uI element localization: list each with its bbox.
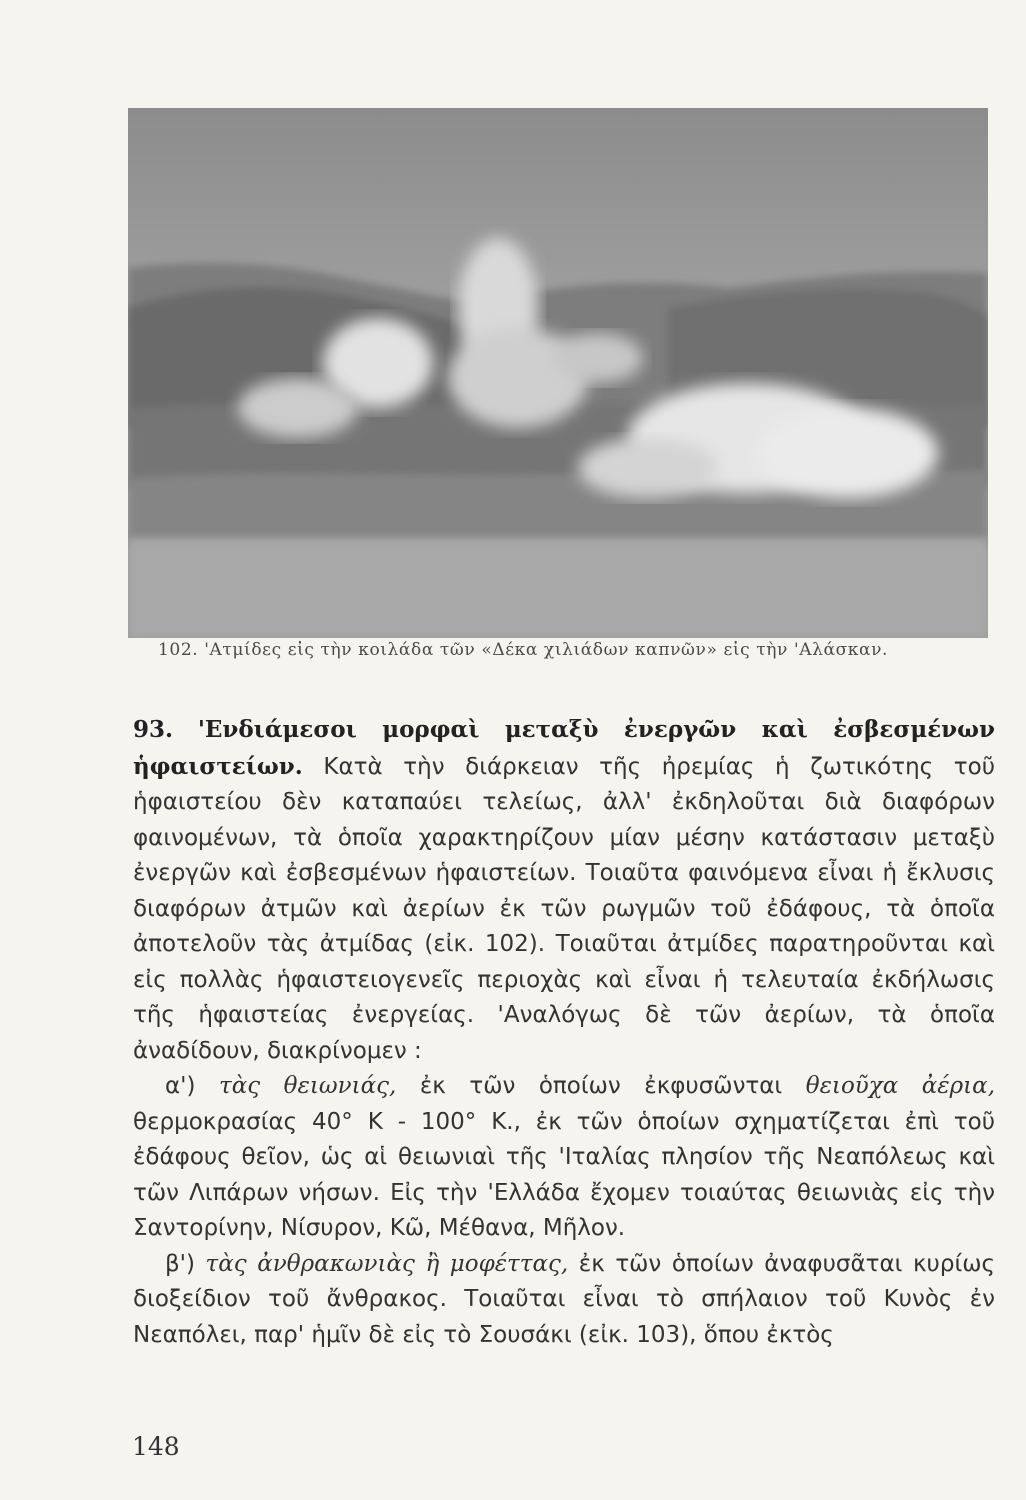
item-term: τὰς θειωνιάς, — [219, 1073, 397, 1099]
page-number: 148 — [132, 1432, 180, 1461]
list-item-a — [133, 1069, 995, 1247]
fumaroles-photograph — [128, 108, 988, 638]
section-title: 'Ενδιάμεσοι μορφαὶ μεταξὺ ἐνεργῶν καὶ ἐσβεσμένων ἡφαιστείων. — [133, 716, 995, 780]
section-intro-text: Κατὰ τὴν διάρκειαν τῆς ἠρεμίας ἡ ζωτικότης τοῦ ἡφαιστείου δὲν καταπαύει τελείως, ἀλλ' ἐκδηλοῦται διὰ διαφόρων φαινομένων, τὰ ὁποῖα χαρακτηρίζουν μίαν μέσην κατάστασιν μεταξὺ ἐνεργῶν καὶ ἐσβεσμένων ἡφαιστείων. Τοιαῦτα φαινόμενα εἶναι ἡ ἔκλυσις διαφόρων ἀτμῶν καὶ ἀερίων ἐκ τῶν ρωγμῶν τοῦ ἐδάφους, τὰ ὁποῖα ἀποτελοῦν τὰς ἀτμίδας (εἰκ. 102). Τοιαῦται ἀτμίδες παρατηροῦνται καὶ εἰς πολλὰς ἡφαιστειογενεῖς περιοχὰς καὶ εἶναι ἡ τελευταία ἐκδήλωσις τῆς ἡφαιστείας ἐνεργείας. 'Αναλόγως δὲ τῶν ἀερίων, τὰ ὁποῖα ἀναδίδουν, διακρίνομεν : — [133, 753, 995, 1064]
section-body — [133, 712, 995, 1353]
item-text: ἐκ τῶν ὁποίων ἐκφυσῶνται — [419, 1073, 783, 1099]
valley-steam-image — [128, 108, 988, 638]
item-term-secondary: θειοῦχα ἀέρια, — [805, 1073, 996, 1099]
item-marker: β') — [165, 1250, 195, 1277]
item-text-continued: θερμοκρασίας 40° Κ - 100° Κ., ἐκ τῶν ὁποίων σχηματίζεται ἐπὶ τοῦ ἐδάφους θεῖον, ὡς αἱ θειωνιαὶ τῆς 'Ιταλίας πλησίον τῆς Νεαπόλεως καὶ τῶν Λιπάρων νήσων. Εἰς τὴν 'Ελλάδα ἔχομεν τοιαύτας θειωνιὰς εἰς τὴν Σαντορίνην, Νίσυρον, Κῶ, Μέθανα, Μῆλον. — [133, 1108, 995, 1241]
section-intro-paragraph — [133, 712, 995, 1069]
item-marker: α') — [165, 1073, 196, 1099]
item-term: τὰς ἀνθρακωνιὰς ἢ μοφέττας, — [205, 1250, 569, 1277]
section-number: 93. — [133, 716, 174, 743]
figure-caption: 102. 'Ατμίδες εἰς τὴν κοιλάδα τῶν «Δέκα χιλιάδων καπνῶν» εἰς τὴν 'Αλάσκαν. — [158, 640, 889, 660]
item-text: ἐκ τῶν ὁποίων ἀναφυσᾶται κυρίως διοξείδιον τοῦ ἄνθρακος. Τοιαῦται εἶναι τὸ σπήλαιον τοῦ Κυνὸς ἐν Νεαπόλει, παρ' ἡμῖν δὲ εἰς τὸ Σουσάκι (εἰκ. 103), ὅπου ἐκτὸς — [133, 1250, 996, 1348]
list-item-b — [133, 1247, 995, 1354]
